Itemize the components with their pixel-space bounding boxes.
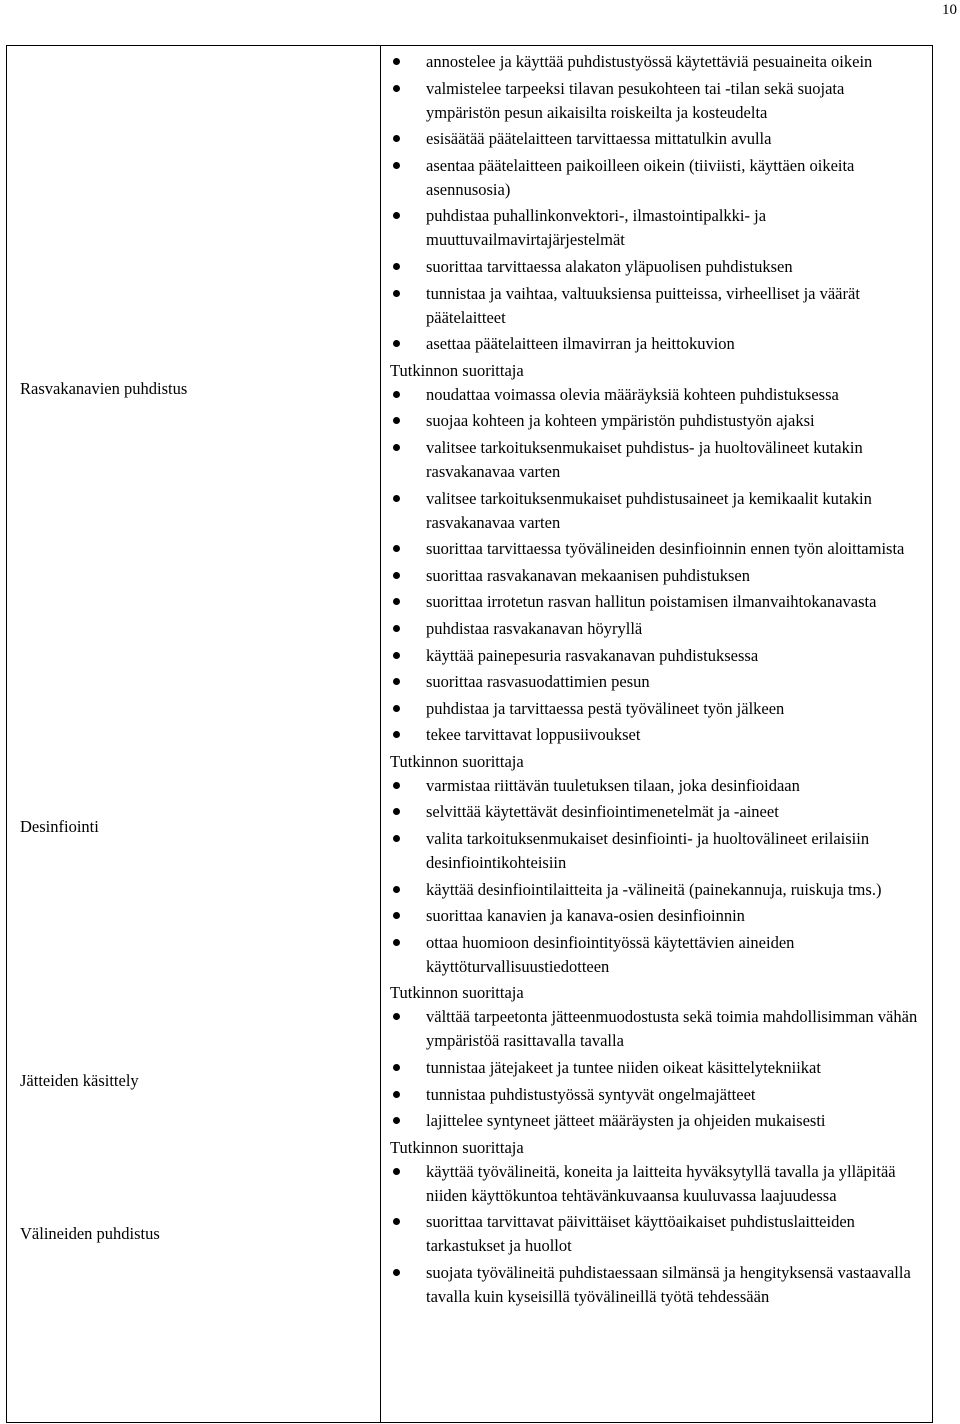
bullet-icon	[393, 598, 400, 605]
bullet-icon	[393, 1117, 400, 1124]
list-item: lajittelee syntyneet jätteet määräysten ja ohjeiden mukaisesti	[390, 1109, 922, 1133]
bullet-icon	[393, 263, 400, 270]
list-item: asentaa päätelaitteen paikoilleen oikein (tiiviisti, käyttäen oikeita asennusosia)	[390, 154, 922, 202]
list-item: valita tarkoituksenmukaiset desinfiointi- ja huoltovälineet erilaisiin desinfiointikohteisiin	[390, 827, 922, 875]
list-item: käyttää painepesuria rasvakanavan puhdistuksessa	[390, 644, 922, 668]
bullet-icon	[393, 835, 400, 842]
list-item: varmistaa riittävän tuuletuksen tilaan, joka desinfioidaan	[390, 774, 922, 798]
criteria-table	[6, 45, 933, 1423]
list-item: käyttää desinfiointilaitteita ja -välineitä (painekannuja, ruiskuja tms.)	[390, 878, 922, 902]
list-item: suorittaa irrotetun rasvan hallitun poistamisen ilmanvaihtokanavasta	[390, 590, 922, 614]
page-number: 10	[942, 2, 957, 18]
list-item: käyttää työvälineitä, koneita ja laitteita hyväksytyllä tavalla ja ylläpitää niiden käyttökuntoa tehtävänkuvaansa kuuluvassa laajuudessa	[390, 1160, 922, 1208]
item-list	[390, 383, 922, 748]
section-label-rasvakanavien: Rasvakanavien puhdistus	[20, 379, 188, 398]
bullet-icon	[393, 782, 400, 789]
list-item: valitsee tarkoituksenmukaiset puhdistus- ja huoltovälineet kutakin rasvakanavaa varten	[390, 436, 922, 484]
bullet-icon	[393, 417, 400, 424]
bullet-icon	[393, 444, 400, 451]
bullet-icon	[393, 290, 400, 297]
list-item: puhdistaa ja tarvittaessa pestä työvälineet työn jälkeen	[390, 697, 922, 721]
list-item: välttää tarpeetonta jätteenmuodostusta sekä toimia mahdollisimman vähän ympäristöä rasittavalla tavalla	[390, 1005, 922, 1053]
list-item: suorittaa rasvakanavan mekaanisen puhdistuksen	[390, 564, 922, 588]
list-item: tunnistaa jätejakeet ja tuntee niiden oikeat käsittelytekniikat	[390, 1056, 922, 1080]
section-heading: Tutkinnon suorittaja	[390, 983, 524, 1003]
list-item: valitsee tarkoituksenmukaiset puhdistusaineet ja kemikaalit kutakin rasvakanavaa varten	[390, 487, 922, 535]
section-heading: Tutkinnon suorittaja	[390, 751, 524, 771]
list-item: tunnistaa ja vaihtaa, valtuuksiensa puitteissa, virheelliset ja väärät päätelaitteet	[390, 282, 922, 330]
list-item: valmistelee tarpeeksi tilavan pesukohteen tai -tilan sekä suojata ympäristön pesun aikaisilta roiskeilta ja kosteudelta	[390, 77, 922, 125]
list-item: suorittaa tarvittaessa alakaton yläpuolisen puhdistuksen	[390, 255, 922, 279]
bullet-icon	[393, 212, 400, 219]
bullet-icon	[393, 391, 400, 398]
bullet-icon	[393, 939, 400, 946]
section-label-jatteiden: Jätteiden käsittely	[20, 1071, 139, 1090]
bullet-icon	[393, 1091, 400, 1098]
list-item: suojata työvälineitä puhdistaessaan silmänsä ja hengityksensä vastaavalla tavalla kuin kyseisillä työvälineillä työtä tehdessään	[390, 1261, 922, 1309]
section-heading: Tutkinnon suorittaja	[390, 1137, 524, 1157]
bullet-icon	[393, 58, 400, 65]
section-label-valineiden: Välineiden puhdistus	[20, 1224, 160, 1243]
bullet-icon	[393, 1064, 400, 1071]
list-item: suorittaa kanavien ja kanava-osien desinfioinnin	[390, 904, 922, 928]
list-item: tunnistaa puhdistustyössä syntyvät ongelmajätteet	[390, 1083, 922, 1107]
bullet-icon	[393, 545, 400, 552]
bullet-icon	[393, 678, 400, 685]
label-cell	[7, 46, 381, 1423]
bullet-icon	[393, 912, 400, 919]
content-body	[390, 46, 932, 1309]
item-list	[390, 50, 922, 356]
bullet-icon	[393, 1013, 400, 1020]
list-item: noudattaa voimassa olevia määräyksiä kohteen puhdistuksessa	[390, 383, 922, 407]
content-cell	[381, 46, 933, 1423]
list-item: suorittaa tarvittaessa työvälineiden desinfioinnin ennen työn aloittamista	[390, 537, 922, 561]
section-label-desinfiointi: Desinfiointi	[20, 817, 99, 836]
bullet-icon	[393, 652, 400, 659]
list-item: suojaa kohteen ja kohteen ympäristön puhdistustyön ajaksi	[390, 409, 922, 433]
table-row	[7, 46, 933, 1423]
list-item: tekee tarvittavat loppusiivoukset	[390, 723, 922, 747]
bullet-icon	[393, 572, 400, 579]
item-list	[390, 1160, 922, 1309]
item-list	[390, 774, 922, 979]
list-item: puhdistaa puhallinkonvektori-, ilmastointipalkki- ja muuttuvailmavirtajärjestelmät	[390, 204, 922, 252]
bullet-icon	[393, 495, 400, 502]
bullet-icon	[393, 1218, 400, 1225]
bullet-icon	[393, 85, 400, 92]
bullet-icon	[393, 886, 400, 893]
list-item: suorittaa rasvasuodattimien pesun	[390, 670, 922, 694]
bullet-icon	[393, 162, 400, 169]
bullet-icon	[393, 1269, 400, 1276]
bullet-icon	[393, 135, 400, 142]
list-item: suorittaa tarvittavat päivittäiset käyttöaikaiset puhdistuslaitteiden tarkastukset ja huollot	[390, 1210, 922, 1258]
bullet-icon	[393, 625, 400, 632]
bullet-icon	[393, 705, 400, 712]
bullet-icon	[393, 340, 400, 347]
bullet-icon	[393, 808, 400, 815]
list-item: puhdistaa rasvakanavan höyryllä	[390, 617, 922, 641]
list-item: esisäätää päätelaitteen tarvittaessa mittatulkin avulla	[390, 127, 922, 151]
bullet-icon	[393, 1168, 400, 1175]
bullet-icon	[393, 731, 400, 738]
item-list	[390, 1005, 922, 1133]
list-item: annostelee ja käyttää puhdistustyössä käytettäviä pesuaineita oikein	[390, 50, 922, 74]
list-item: asettaa päätelaitteen ilmavirran ja heittokuvion	[390, 332, 922, 356]
section-heading: Tutkinnon suorittaja	[390, 360, 524, 380]
list-item: ottaa huomioon desinfiointityössä käytettävien aineiden käyttöturvallisuustiedotteen	[390, 931, 922, 979]
list-item: selvittää käytettävät desinfiointimenetelmät ja -aineet	[390, 800, 922, 824]
